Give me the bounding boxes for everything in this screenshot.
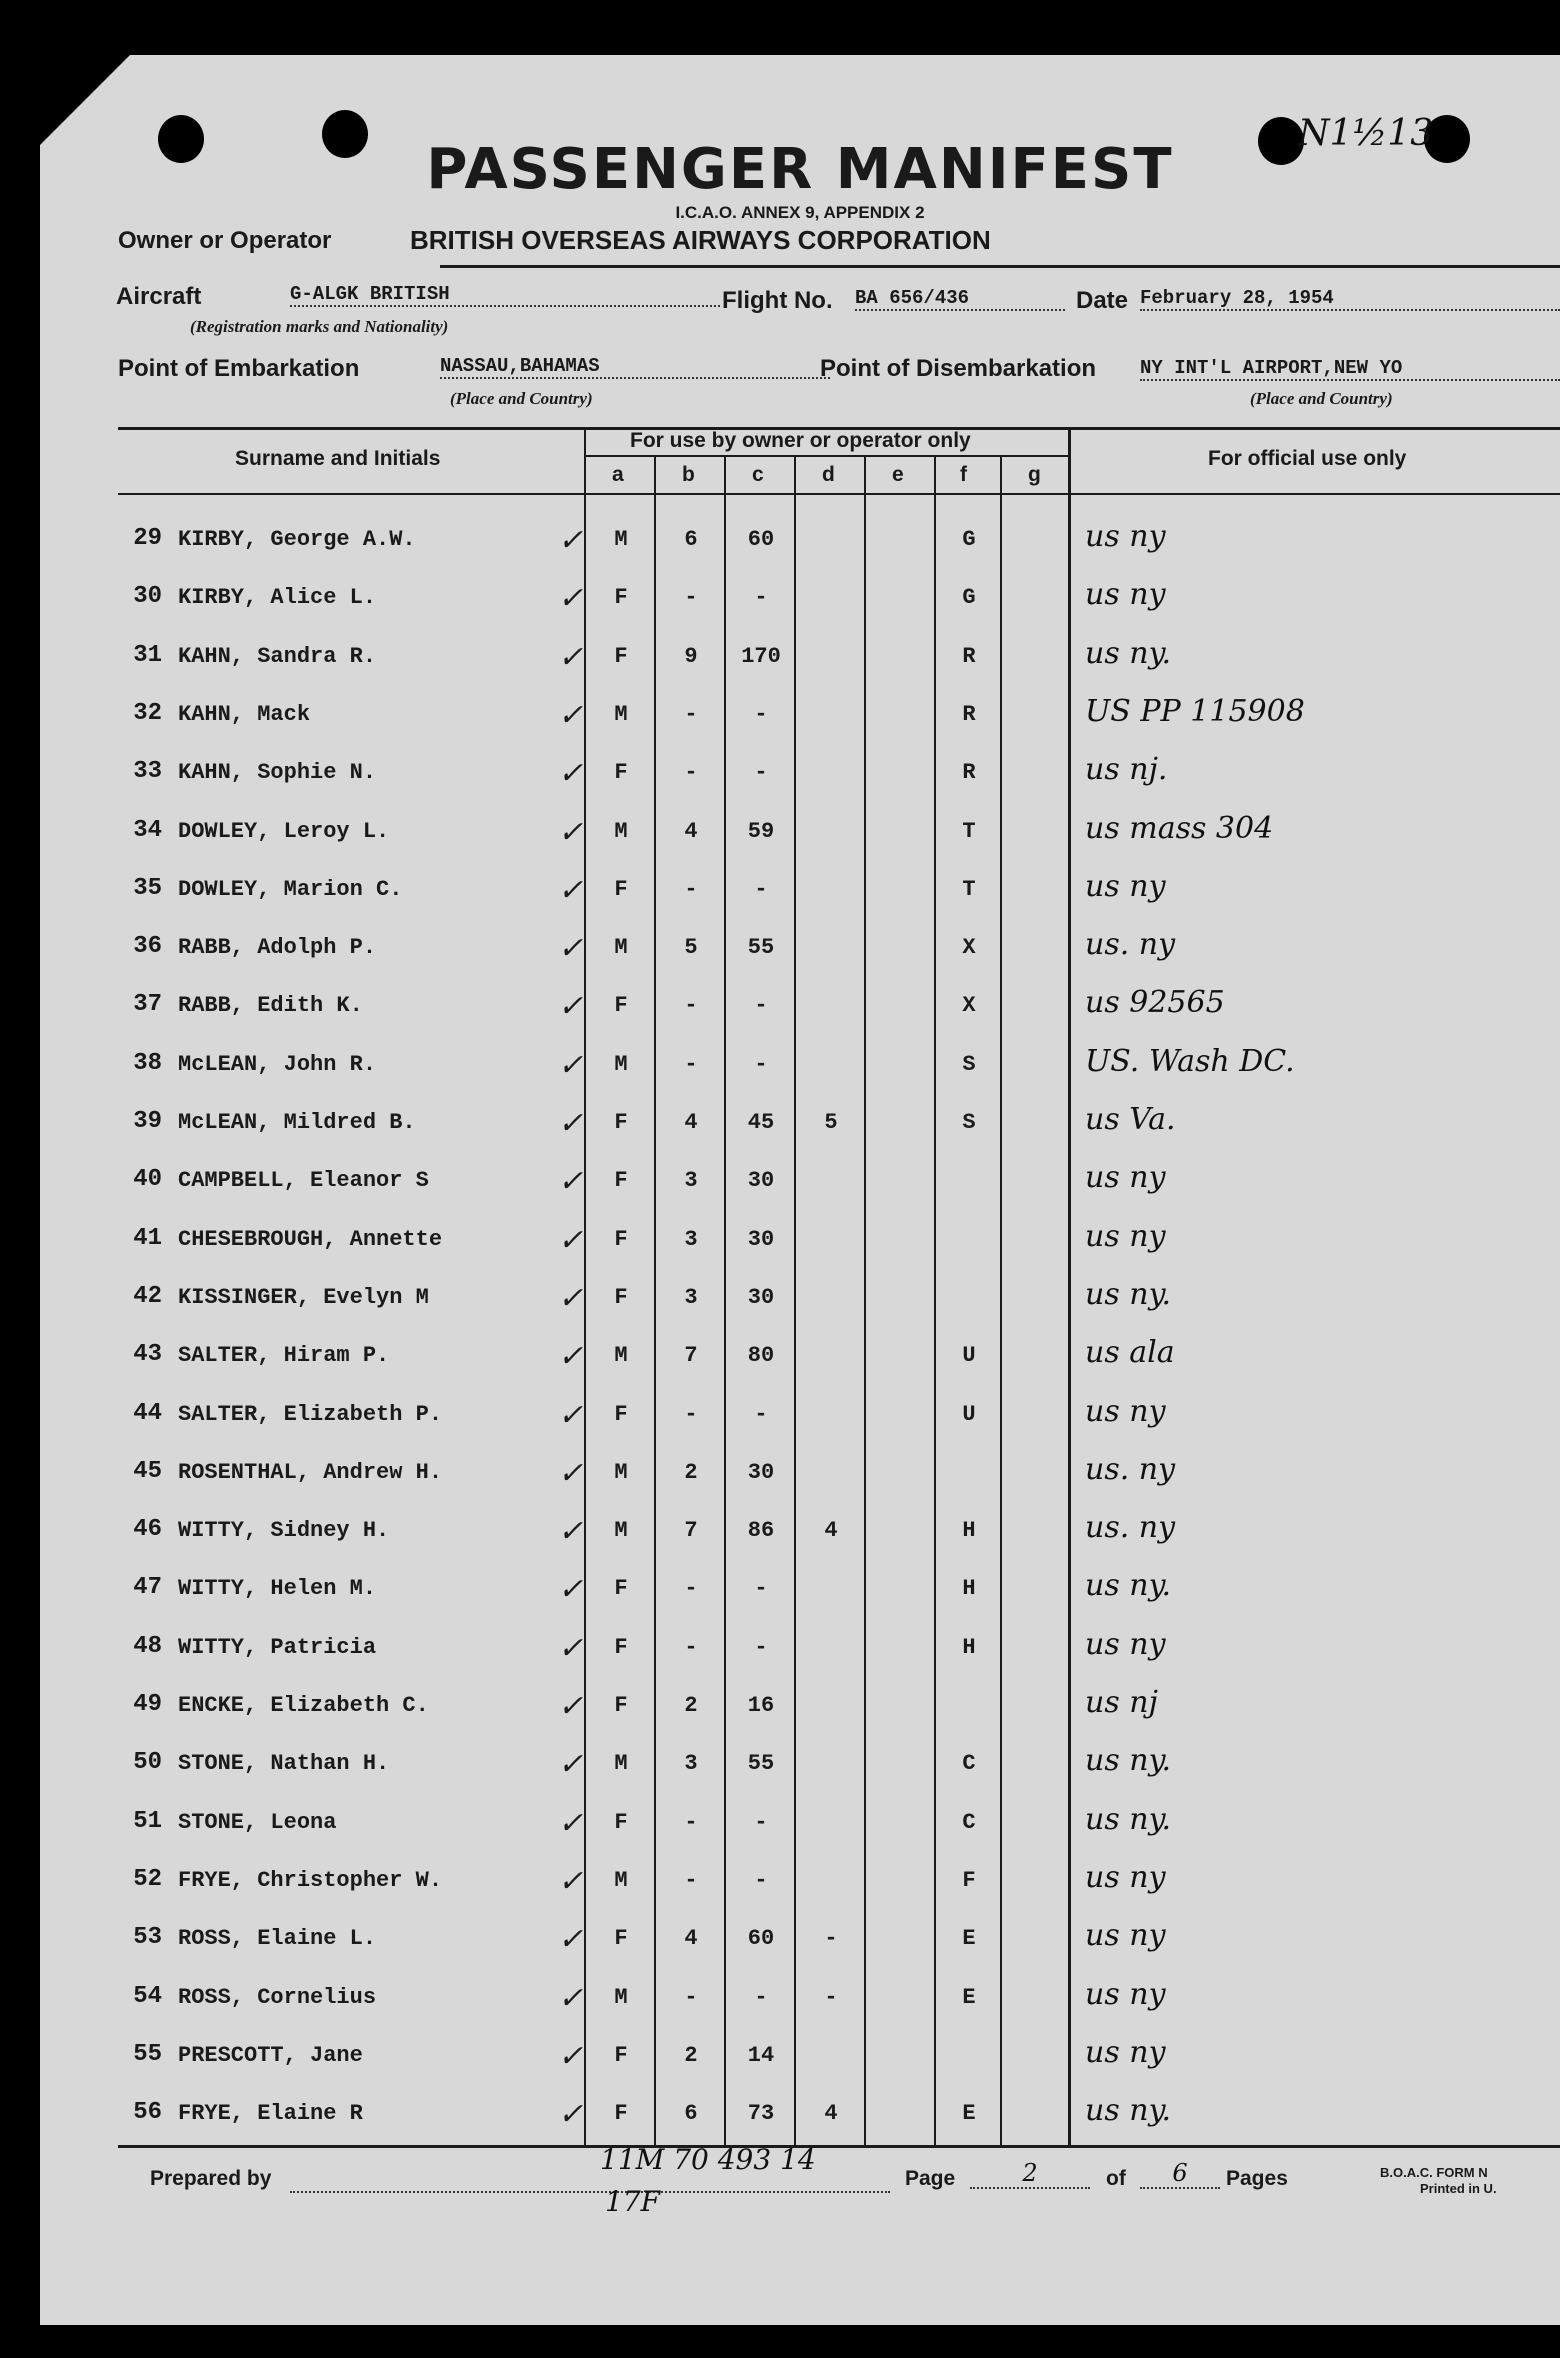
cell-b: -	[684, 876, 698, 902]
table-row	[40, 1213, 1560, 1271]
cell-f: C	[962, 1751, 976, 1777]
table-row	[40, 1971, 1560, 2029]
header-owner-use: For use by owner or operator only	[630, 429, 971, 452]
passenger-name: RABB, Adolph P.	[178, 935, 377, 961]
cell-sex: M	[614, 935, 628, 961]
check-mark-icon: ✓	[558, 1631, 584, 1665]
check-mark-icon: ✓	[558, 932, 584, 966]
check-mark-icon: ✓	[558, 1690, 584, 1723]
page-subtitle: I.C.A.O. ANNEX 9, APPENDIX 2	[675, 203, 925, 222]
passenger-name: ROSENTHAL, Andrew H.	[178, 1459, 443, 1485]
flight-value: BA 656/436	[855, 287, 1065, 311]
cell-f: E	[962, 1984, 976, 2010]
cell-d: 5	[824, 1110, 838, 1135]
official-note: us ny.	[1085, 1568, 1172, 1604]
table-bottom-line	[118, 2145, 1560, 2148]
cell-b: 4	[684, 818, 698, 844]
passenger-number: 36	[133, 933, 162, 961]
table-row	[40, 979, 1560, 1037]
passenger-number: 52	[133, 1865, 162, 1893]
passenger-name: ROSS, Cornelius	[178, 1984, 377, 2010]
passenger-name: SALTER, Hiram P.	[178, 1343, 390, 1369]
cell-b: -	[684, 760, 698, 786]
passenger-name: PRESCOTT, Jane	[178, 2042, 363, 2068]
cell-f: R	[962, 643, 976, 669]
cell-b: 2	[684, 2042, 698, 2068]
cell-f: R	[962, 760, 976, 786]
official-note: us ny	[1085, 1859, 1166, 1895]
table-row	[40, 2087, 1560, 2145]
cell-b: 2	[684, 1459, 698, 1485]
official-note: us. ny	[1085, 1510, 1176, 1546]
passenger-name: SALTER, Elizabeth P.	[178, 1401, 443, 1427]
check-mark-icon: ✓	[558, 1281, 584, 1315]
cell-b: 7	[684, 1518, 698, 1544]
passenger-number: 54	[133, 1982, 162, 2010]
flight-label: Flight No.	[722, 287, 833, 314]
cell-c: 60	[747, 527, 775, 552]
passenger-name: FRYE, Elaine R	[178, 2101, 363, 2127]
official-note: us ny	[1085, 1160, 1166, 1196]
cell-c: -	[754, 1984, 768, 2010]
owner-value: BRITISH OVERSEAS AIRWAYS CORPORATION	[410, 225, 991, 255]
passenger-name: CHESEBROUGH, Annette	[178, 1226, 443, 1252]
subheader-line	[584, 455, 1068, 457]
passenger-name: CAMPBELL, Eleanor S	[178, 1168, 429, 1194]
check-mark-icon: ✓	[558, 1398, 584, 1432]
passenger-name: STONE, Leona	[178, 1809, 337, 1835]
cell-f: U	[962, 1401, 976, 1427]
passenger-name: KIRBY, George A.W.	[178, 527, 416, 552]
passenger-number: 29	[133, 525, 162, 552]
cell-c: 30	[747, 1168, 775, 1194]
cell-d: -	[824, 1926, 838, 1952]
passenger-name: DOWLEY, Marion C.	[178, 876, 403, 902]
table-header-bottom	[118, 493, 1560, 495]
subcol-a: a	[612, 463, 624, 486]
table-row	[40, 1912, 1560, 1970]
header-surname: Surname and Initials	[235, 447, 441, 470]
table-row	[40, 571, 1560, 629]
owner-label: Owner or Operator	[118, 227, 332, 254]
table-row	[40, 513, 1560, 571]
cell-c: -	[754, 1051, 768, 1077]
passenger-number: 32	[133, 699, 162, 727]
check-mark-icon: ✓	[558, 1806, 584, 1840]
official-note: us. ny	[1085, 927, 1176, 963]
cell-b: 6	[684, 527, 698, 552]
cell-f: R	[962, 701, 976, 727]
official-note: us ny	[1085, 1218, 1166, 1254]
passenger-name: KAHN, Sophie N.	[178, 760, 377, 786]
passenger-number: 40	[133, 1166, 162, 1194]
cell-sex: F	[614, 1693, 628, 1718]
of-value: 6	[1140, 2159, 1220, 2189]
check-mark-icon: ✓	[558, 1456, 584, 1490]
official-note: us ny.	[1085, 2093, 1172, 2129]
cell-sex: M	[614, 1867, 628, 1893]
passenger-name: WITTY, Patricia	[178, 1634, 377, 1660]
table-row	[40, 630, 1560, 688]
cell-sex: M	[614, 1343, 628, 1369]
check-mark-icon: ✓	[558, 990, 584, 1024]
cell-sex: M	[614, 1984, 628, 2010]
cell-b: 3	[684, 1226, 698, 1252]
passenger-number: 43	[133, 1341, 162, 1369]
table-row	[40, 688, 1560, 746]
check-mark-icon: ✓	[558, 1107, 584, 1140]
prepared-line	[290, 2189, 890, 2193]
cell-sex: F	[614, 993, 628, 1019]
passenger-number: 56	[133, 2099, 162, 2127]
passenger-number: 46	[133, 1516, 162, 1544]
table-row	[40, 1737, 1560, 1795]
corner-handwritten-mark: N1½13	[1298, 113, 1434, 154]
cell-c: -	[754, 1576, 768, 1602]
cell-c: 86	[747, 1518, 775, 1544]
passenger-number: 44	[133, 1399, 162, 1427]
cell-b: 3	[684, 1168, 698, 1194]
passenger-number: 30	[133, 583, 162, 611]
subcol-e: e	[892, 463, 904, 486]
passenger-number: 35	[133, 874, 162, 902]
passenger-number: 48	[133, 1632, 162, 1660]
cell-f: X	[962, 993, 976, 1019]
manifest-page	[40, 55, 1560, 2325]
cell-sex: M	[614, 701, 628, 727]
check-mark-icon: ✓	[558, 582, 584, 616]
cell-sex: F	[614, 1226, 628, 1252]
cell-c: 73	[747, 2101, 775, 2127]
cell-sex: M	[614, 527, 628, 552]
cell-b: 5	[684, 935, 698, 961]
cell-f: C	[962, 1809, 976, 1835]
passenger-number: 39	[133, 1108, 162, 1135]
passenger-name: KISSINGER, Evelyn M	[178, 1284, 429, 1310]
official-note: us ny.	[1085, 635, 1172, 671]
passenger-number: 37	[133, 991, 162, 1019]
table-row	[40, 863, 1560, 921]
cell-f: S	[962, 1051, 976, 1077]
disembark-value: NY INT'L AIRPORT,NEW YO	[1140, 357, 1560, 381]
passenger-number: 45	[133, 1457, 162, 1485]
pages-label: Pages	[1226, 2167, 1288, 2190]
cell-b: -	[684, 1867, 698, 1893]
passenger-name: KIRBY, Alice L.	[178, 585, 377, 611]
cell-c: 16	[747, 1693, 775, 1718]
cell-f: S	[962, 1110, 976, 1135]
passenger-name: McLEAN, John R.	[178, 1051, 377, 1077]
cell-f: G	[962, 527, 976, 552]
table-row	[40, 1621, 1560, 1679]
header-official-use: For official use only	[1208, 447, 1407, 470]
official-note: us ny	[1085, 868, 1166, 904]
check-mark-icon: ✓	[558, 698, 584, 732]
prepared-label: Prepared by	[150, 2167, 272, 2190]
cell-b: 3	[684, 1284, 698, 1310]
cell-sex: F	[614, 643, 628, 669]
table-row	[40, 1388, 1560, 1446]
cell-c: 59	[747, 818, 775, 844]
check-mark-icon: ✓	[558, 1981, 584, 2015]
table-row	[40, 921, 1560, 979]
cell-sex: M	[614, 1518, 628, 1544]
check-mark-icon: ✓	[558, 1573, 584, 1607]
cell-b: 4	[684, 1926, 698, 1952]
table-row	[40, 1038, 1560, 1096]
cell-b: -	[684, 1634, 698, 1660]
passenger-name: STONE, Nathan H.	[178, 1751, 390, 1777]
cell-b: 4	[684, 1110, 698, 1135]
cell-b: 6	[684, 2101, 698, 2127]
cell-f: U	[962, 1343, 976, 1369]
cell-c: 14	[747, 2042, 775, 2068]
subcol-d: d	[822, 463, 835, 486]
check-mark-icon: ✓	[558, 815, 584, 849]
cell-sex: F	[614, 1401, 628, 1427]
check-mark-icon: ✓	[558, 757, 584, 791]
passenger-number: 38	[133, 1049, 162, 1077]
check-mark-icon: ✓	[558, 1923, 584, 1957]
passenger-name: DOWLEY, Leroy L.	[178, 818, 390, 844]
aircraft-label: Aircraft	[116, 283, 202, 310]
official-note: us ala	[1085, 1335, 1175, 1371]
check-mark-icon: ✓	[558, 1340, 584, 1374]
passenger-number: 50	[133, 1749, 162, 1777]
cell-sex: F	[614, 2101, 628, 2127]
cell-sex: F	[614, 1110, 628, 1135]
aircraft-value: G-ALGK BRITISH	[290, 283, 720, 307]
passenger-name: WITTY, Helen M.	[178, 1576, 377, 1602]
cell-f: E	[962, 2101, 976, 2127]
cell-b: 7	[684, 1343, 698, 1369]
cell-f: F	[962, 1867, 976, 1893]
check-mark-icon: ✓	[558, 2039, 584, 2073]
official-note: us ny	[1085, 1918, 1166, 1954]
cell-b: -	[684, 701, 698, 727]
passenger-name: ENCKE, Elizabeth C.	[178, 1693, 429, 1718]
form-number: B.O.A.C. FORM N	[1380, 2165, 1488, 2180]
cell-sex: F	[614, 1926, 628, 1952]
official-note: us ny	[1085, 519, 1166, 554]
cell-b: -	[684, 1984, 698, 2010]
cell-f: E	[962, 1926, 976, 1952]
subcol-f: f	[960, 463, 967, 486]
passenger-number: 47	[133, 1574, 162, 1602]
aircraft-caption: (Registration marks and Nationality)	[190, 317, 449, 336]
date-label: Date	[1076, 287, 1129, 314]
table-row	[40, 746, 1560, 804]
of-label: of	[1106, 2167, 1126, 2190]
official-note: us 92565	[1085, 985, 1225, 1021]
official-note: US. Wash DC.	[1085, 1043, 1295, 1079]
check-mark-icon: ✓	[558, 1223, 584, 1257]
passenger-number: 31	[133, 641, 162, 669]
table-row	[40, 805, 1560, 863]
cell-sex: F	[614, 1284, 628, 1310]
cell-c: 45	[747, 1110, 775, 1135]
cell-sex: F	[614, 1168, 628, 1194]
embark-label: Point of Embarkation	[118, 355, 360, 382]
official-note: us ny.	[1085, 1743, 1172, 1779]
cell-b: 3	[684, 1751, 698, 1777]
cell-sex: F	[614, 585, 628, 611]
cell-c: -	[754, 1401, 768, 1427]
cell-b: 2	[684, 1693, 698, 1718]
cell-f: T	[962, 876, 976, 902]
page-label: Page	[905, 2167, 956, 2190]
check-mark-icon: ✓	[558, 524, 584, 557]
cell-f: H	[962, 1518, 976, 1544]
official-note: us nj	[1085, 1685, 1158, 1720]
passenger-name: KAHN, Mack	[178, 701, 311, 727]
cell-b: -	[684, 1809, 698, 1835]
cell-c: 55	[747, 1751, 775, 1777]
cell-c: -	[754, 993, 768, 1019]
table-row	[40, 1446, 1560, 1504]
official-note: us ny	[1085, 1626, 1166, 1662]
official-note: us Va.	[1085, 1102, 1176, 1137]
cell-c: 30	[747, 1459, 775, 1485]
check-mark-icon: ✓	[558, 873, 584, 907]
cell-f: X	[962, 935, 976, 961]
cell-sex: F	[614, 1576, 628, 1602]
cell-f: H	[962, 1634, 976, 1660]
passenger-name: McLEAN, Mildred B.	[178, 1110, 416, 1135]
passenger-name: KAHN, Sandra R.	[178, 643, 377, 669]
printed-in: Printed in U.	[1420, 2181, 1497, 2196]
cell-sex: M	[614, 1459, 628, 1485]
cell-f: T	[962, 818, 976, 844]
cell-c: 60	[747, 1926, 775, 1952]
table-row	[40, 1504, 1560, 1562]
cell-sex: F	[614, 760, 628, 786]
check-mark-icon: ✓	[558, 640, 584, 674]
check-mark-icon: ✓	[558, 1165, 584, 1199]
cell-c: -	[754, 585, 768, 611]
official-note: us mass 304	[1085, 810, 1274, 846]
official-note: us ny.	[1085, 1276, 1172, 1312]
cell-sex: M	[614, 1051, 628, 1077]
disembark-label: Point of Disembarkation	[820, 355, 1097, 382]
official-note: us ny	[1085, 1393, 1166, 1429]
cell-c: 170	[741, 643, 781, 669]
table-row	[40, 1096, 1560, 1154]
cell-b: -	[684, 1401, 698, 1427]
official-note: us ny	[1085, 1976, 1166, 2012]
check-mark-icon: ✓	[558, 1048, 584, 1082]
cell-c: -	[754, 1634, 768, 1660]
page-title: PASSENGER MANIFEST	[426, 137, 1174, 202]
page-value: 2	[970, 2159, 1090, 2189]
passenger-number: 51	[133, 1807, 162, 1835]
table-row	[40, 1562, 1560, 1620]
official-note: us ny	[1085, 2034, 1166, 2070]
cell-c: -	[754, 760, 768, 786]
cell-b: 9	[684, 643, 698, 669]
cell-d: 4	[824, 1518, 838, 1544]
official-note: us ny	[1085, 577, 1166, 613]
check-mark-icon: ✓	[558, 1748, 584, 1782]
official-note: us nj.	[1085, 752, 1168, 788]
cell-f: H	[962, 1576, 976, 1602]
check-mark-icon: ✓	[558, 2098, 584, 2132]
cell-c: -	[754, 701, 768, 727]
passenger-name: RABB, Edith K.	[178, 993, 363, 1019]
cell-c: 30	[747, 1284, 775, 1310]
cell-sex: F	[614, 1634, 628, 1660]
table-row	[40, 1154, 1560, 1212]
official-note: us. ny	[1085, 1451, 1176, 1487]
table-row	[40, 1679, 1560, 1737]
table-row	[40, 1796, 1560, 1854]
passenger-number: 41	[133, 1224, 162, 1252]
disembark-caption: (Place and Country)	[1250, 389, 1393, 408]
passenger-number: 42	[133, 1282, 162, 1310]
embark-caption: (Place and Country)	[450, 389, 593, 408]
cell-sex: F	[614, 876, 628, 902]
passenger-name: FRYE, Christopher W.	[178, 1867, 443, 1893]
passenger-number: 33	[133, 758, 162, 786]
subcol-c: c	[752, 463, 764, 486]
check-mark-icon: ✓	[558, 1864, 584, 1898]
divider-line	[440, 265, 1560, 268]
cell-b: -	[684, 585, 698, 611]
table-row	[40, 1854, 1560, 1912]
tally-handwritten-2: 17F	[605, 2185, 661, 2218]
passenger-name: WITTY, Sidney H.	[178, 1518, 390, 1544]
cell-b: -	[684, 993, 698, 1019]
official-note: us ny.	[1085, 1801, 1172, 1837]
table-row	[40, 2029, 1560, 2087]
cell-c: 30	[747, 1226, 775, 1252]
cell-c: -	[754, 876, 768, 902]
cell-c: -	[754, 1809, 768, 1835]
tally-handwritten: 11M 70 493 14	[600, 2143, 816, 2176]
cell-sex: F	[614, 1809, 628, 1835]
cell-b: -	[684, 1576, 698, 1602]
cell-sex: M	[614, 1751, 628, 1777]
cell-c: 80	[747, 1343, 775, 1369]
embark-value: NASSAU,BAHAMAS	[440, 355, 830, 379]
cell-c: -	[754, 1867, 768, 1893]
passenger-number: 49	[133, 1691, 162, 1718]
table-row	[40, 1329, 1560, 1387]
subcol-g: g	[1028, 463, 1041, 486]
cell-d: 4	[824, 2101, 838, 2127]
cell-c: 55	[747, 935, 775, 961]
cell-d: -	[824, 1984, 838, 2010]
passenger-number: 53	[133, 1924, 162, 1952]
check-mark-icon: ✓	[558, 1515, 584, 1549]
passenger-number: 55	[133, 2040, 162, 2068]
subcol-b: b	[682, 463, 695, 486]
date-value: February 28, 1954	[1140, 287, 1560, 311]
passenger-name: ROSS, Elaine L.	[178, 1926, 377, 1952]
cell-b: -	[684, 1051, 698, 1077]
cell-f: G	[962, 585, 976, 611]
passenger-number: 34	[133, 816, 162, 844]
cell-sex: M	[614, 818, 628, 844]
table-row	[40, 1271, 1560, 1329]
official-note: US PP 115908	[1085, 693, 1305, 729]
cell-sex: F	[614, 2042, 628, 2068]
